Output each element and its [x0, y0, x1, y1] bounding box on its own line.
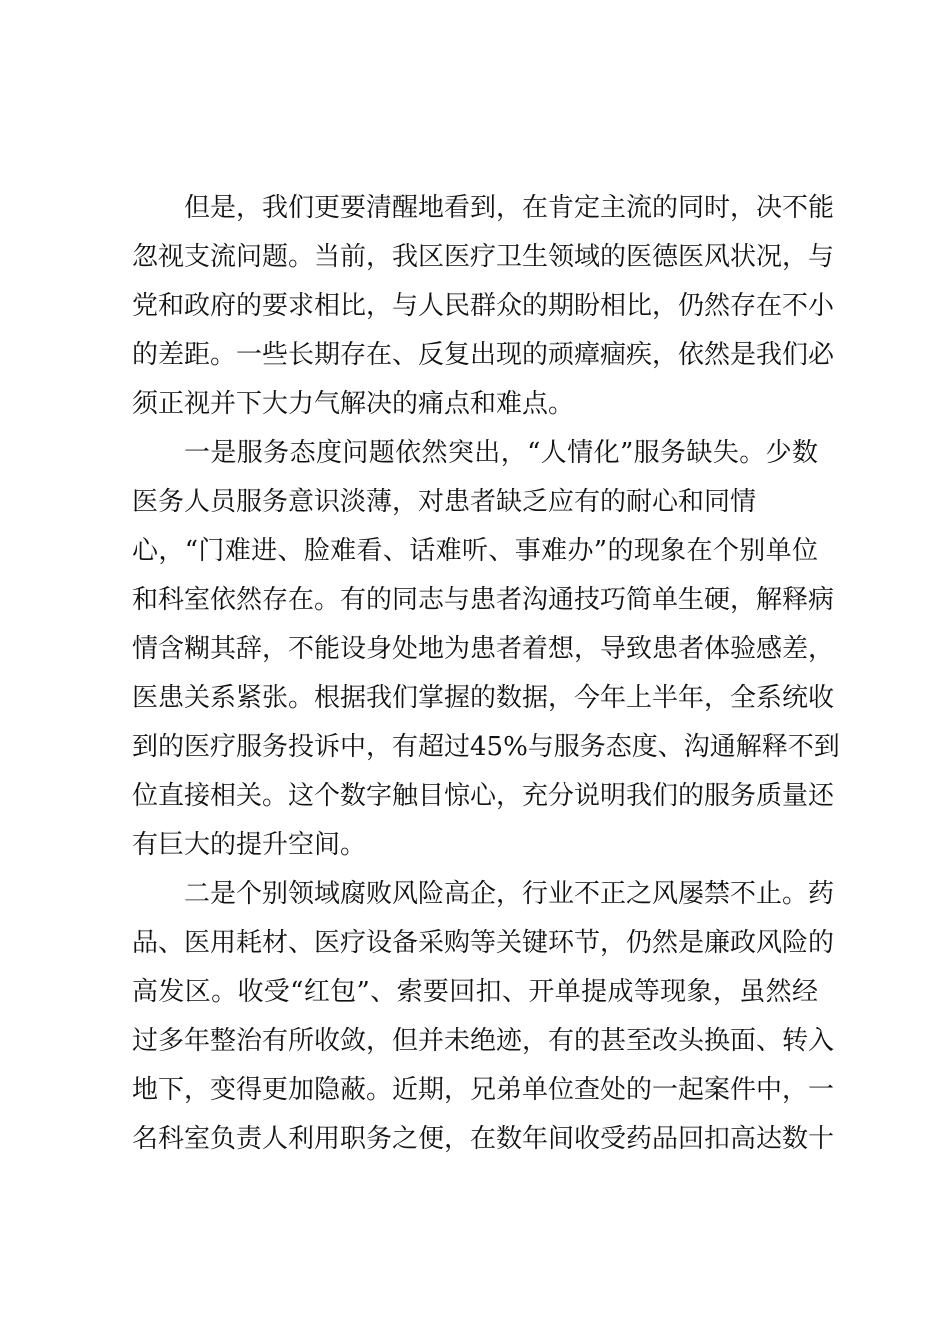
paragraph-line: 二是个别领域腐败风险高企，行业不正之风屡禁不止。药 [184, 879, 835, 909]
paragraph-line: 有巨大的提升空间。 [132, 830, 367, 860]
paragraph-line: 须正视并下大力气解决的痛点和难点。 [132, 389, 575, 419]
paragraph-line: 到的医疗服务投诉中，有超过45%与服务态度、沟通解释不到 [132, 732, 840, 762]
paragraph-line: 位直接相关。这个数字触目惊心，充分说明我们的服务质量还 [132, 781, 835, 811]
paragraph-line: 地下，变得更加隐蔽。近期，兄弟单位查处的一起案件中，一 [132, 1075, 835, 1105]
paragraph-line: 忽视支流问题。当前，我区医疗卫生领域的医德医风状况，与 [132, 242, 835, 272]
paragraph-line: 高发区。收受“红包”、索要回扣、开单提成等现象，虽然经 [132, 977, 818, 1007]
paragraph-2 [132, 429, 840, 870]
paragraph-line: 和科室依然存在。有的同志与患者沟通技巧简单生硬，解释病 [132, 585, 835, 615]
paragraph-line: 的差距。一些长期存在、反复出现的顽瘴痼疾，依然是我们必 [132, 340, 835, 370]
paragraph-1 [132, 184, 835, 429]
paragraph-line: 情含糊其辞，不能设身处地为患者着想，导致患者体验感差， [132, 634, 835, 664]
paragraph-3 [132, 870, 835, 1164]
paragraph-line: 但是，我们更要清醒地看到，在肯定主流的同时，决不能 [184, 193, 835, 223]
paragraph-line: 心，“门难进、脸难看、话难听、事难办”的现象在个别单位 [132, 536, 818, 566]
paragraph-line: 一是服务态度问题依然突出，“人情化”服务缺失。少数 [184, 438, 818, 468]
paragraph-line: 名科室负责人利用职务之便，在数年间收受药品回扣高达数十 [132, 1124, 835, 1154]
paragraph-line: 医患关系紧张。根据我们掌握的数据，今年上半年，全系统收 [132, 683, 835, 713]
paragraph-line: 品、医用耗材、医疗设备采购等关键环节，仍然是廉政风险的 [132, 928, 835, 958]
paragraph-line: 医务人员服务意识淡薄，对患者缺乏应有的耐心和同情 [132, 487, 757, 517]
paragraph-line: 党和政府的要求相比，与人民群众的期盼相比，仍然存在不小 [132, 291, 835, 321]
paragraph-line: 过多年整治有所收敛，但并未绝迹，有的甚至改头换面、转入 [132, 1026, 835, 1056]
document-body [132, 184, 840, 1164]
